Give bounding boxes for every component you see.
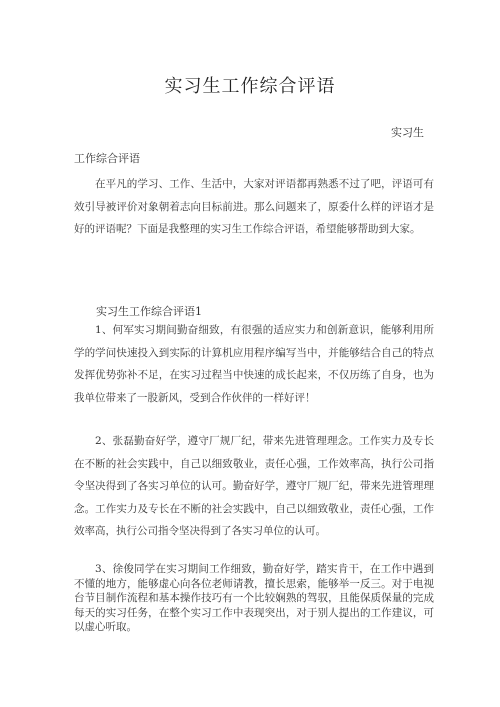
intro-paragraph: 在平凡的学习、工作、生活中，大家对评语都再熟悉不过了吧，评语可有效引导被评价对象朝着志向目标前进。那么问题来了，原委什么样的评语才是好的评语呢？下面是我整理的实习生工作综合评语，希望能够帮助到大家。 — [74, 178, 434, 235]
page-title: 实习生工作综合评语 — [164, 76, 336, 97]
author-line: 实习生 — [391, 126, 424, 139]
comment-paragraph-3: 3、徐俊同学在实习期间工作细致，勤奋好学，踏实肯干，在工作中遇到不懂的地方，能够虚心向各位老师请教，擅长思索，能够举一反三。对于电视台节目制作流程和基本操作技巧有一个比较娴熟的驾驭，且能保质保量的完成每天的实习任务，在整个实习工作中表现突出，对于别人提出的工作建议，可以虚心听取。 — [74, 563, 434, 633]
comment-paragraph-2: 2、张磊勤奋好学，遵守厂规厂纪，带来先进管理理念。工作实力及专长在不断的社会实践中，自己以细致敬业，责任心强，工作效率高，执行公司指令坚决得到了各实习单位的认可。勤奋好学，遵守厂规厂纪，带来先进管理理念。工作实力及专长在不断的社会实践中，自己以细致敬业，责任心强，工作效率高，执行公司指令坚决得到了各实习单位的认可。 — [74, 435, 434, 537]
comment-paragraph-1: 1、何军实习期间勤奋细致，有很强的适应实力和创新意识，能够利用所学的学问快速投入到实际的计算机应用程序编写当中，并能够结合自己的特点发挥优势弥补不足，在实习过程当中快速的成长起来，不仅历练了自身，也为我单位带来了一股新风，受到合作伙伴的一样好评！ — [74, 324, 434, 404]
section-heading: 实习生工作综合评语1 — [96, 305, 202, 318]
subject-line: 工作综合评语 — [74, 152, 140, 165]
